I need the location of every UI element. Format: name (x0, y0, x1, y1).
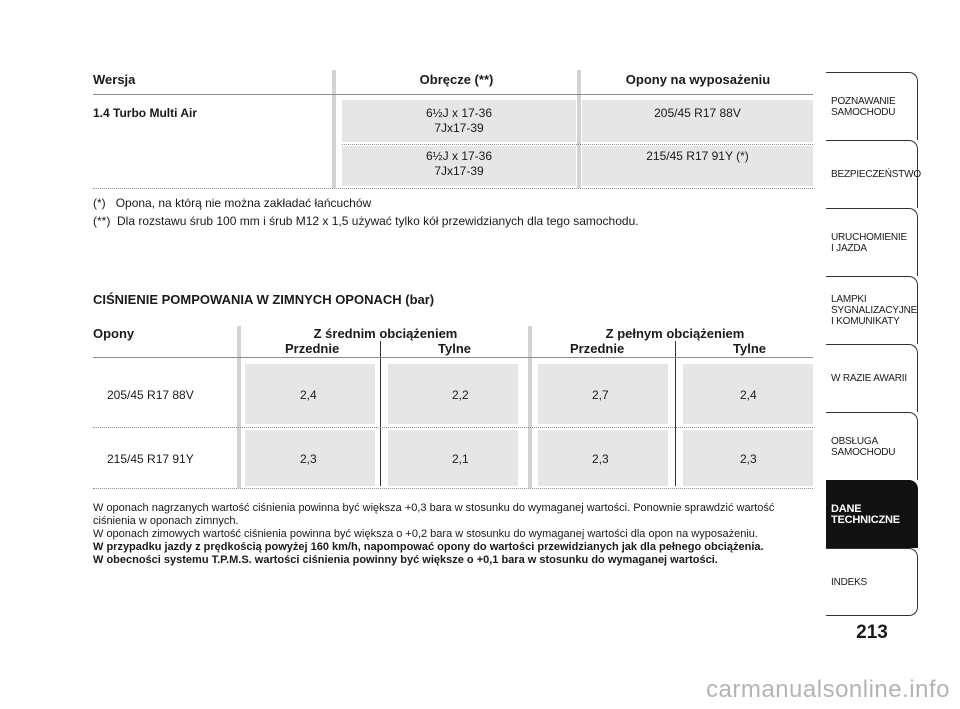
header-tyres: Opony (93, 326, 135, 341)
pressure-value: 2,4 (300, 388, 317, 402)
pressure-value: 2,3 (300, 452, 317, 466)
page-number: 213 (856, 622, 888, 643)
column-separator (237, 326, 241, 488)
column-separator (528, 326, 532, 488)
label-line: BEZPIECZEŃSTWO (831, 169, 921, 180)
header-version: Wersja (93, 72, 136, 87)
label-line: I JAZDA (831, 242, 867, 254)
pressure-title: CIŚNIENIE POMPOWANIA W ZIMNYCH OPONACH (bar) (93, 292, 435, 307)
pressure-value: 2,3 (740, 452, 757, 466)
header-rule (93, 94, 813, 95)
footnote-text: Dla rozstawu śrub 100 mm i śrub M12 x 1,5 używać tylko kół przewidzianych dla tego samochodu. (117, 214, 639, 228)
sidebar-item-indeks[interactable] (826, 548, 918, 616)
tyre-size: 205/45 R17 88V (107, 388, 194, 402)
sidebar-item-label (831, 169, 921, 180)
label-line: DANE (831, 502, 862, 515)
label-line: SAMOCHODU (831, 106, 896, 118)
column-separator (577, 70, 581, 188)
note-text-bold: W obecności systemu T.P.M.S. wartości ciśnienia powinny być większe o +0,1 bara w stosunku do wymaganej wartości. (93, 554, 718, 566)
label-line: INDEKS (831, 576, 868, 588)
pressure-value: 2,4 (740, 388, 757, 402)
pressure-value: 2,2 (452, 388, 469, 402)
row-divider (93, 427, 813, 428)
header-rims: Obręcze (**) (419, 72, 494, 87)
label-line: SAMOCHODU (831, 446, 896, 458)
note-text: W oponach nagrzanych wartość ciśnienia powinna być większa +0,3 bara w stosunku do wymaganej wartości. Ponownie sprawdzić wartość ciśnienia w oponach zimnych. (93, 502, 775, 527)
sidebar-item-obsluga[interactable] (826, 412, 918, 480)
sidebar-item-dane-techniczne[interactable] (826, 480, 918, 548)
table-bottom-rule (93, 488, 813, 489)
version-name: 1.4 Turbo Multi Air (93, 106, 197, 120)
rim-spec-line: 7Jx17-39 (434, 164, 484, 178)
footnote-text: Opona, na którą nie można zakładać łańcuchów (115, 196, 372, 210)
sidebar-item-label (831, 577, 867, 588)
label-line: LAMPKI (831, 294, 867, 305)
header-front: Przednie (285, 341, 340, 356)
pressure-value: 2,3 (592, 452, 609, 466)
rim-spec-line: 7Jx17-39 (434, 121, 484, 135)
sidebar-item-lampki[interactable] (826, 276, 918, 344)
footnote-mark: (*) (93, 196, 106, 210)
note-text: W oponach zimowych wartość ciśnienia powinna być większa o +0,2 bara w stosunku do wymaganej wartości dla opon na wyposażeniu. (93, 528, 758, 540)
tyre-size: 215/45 R17 91Y (107, 452, 194, 466)
pressure-value: 2,7 (592, 388, 609, 402)
tyre-spec: 205/45 R17 88V (654, 106, 741, 120)
header-tyres: Opony na wyposażeniu (625, 72, 771, 87)
notes (93, 502, 803, 567)
table-bottom-rule (93, 188, 813, 189)
header-front: Przednie (570, 341, 625, 356)
header-rule (93, 357, 813, 358)
label-line: POZNAWANIE (831, 95, 896, 107)
sidebar-item-label (831, 96, 896, 118)
sub-separator (675, 341, 676, 486)
sub-separator (380, 341, 381, 486)
sidebar-item-label (831, 436, 895, 458)
watermark: carmanualsonline.info (706, 676, 950, 703)
header-medium-load: Z średnim obciążeniem (313, 326, 458, 341)
label-line: TECHNICZNE (831, 513, 900, 526)
sidebar-item-label (831, 294, 917, 327)
label-line: I KOMUNIKATY (831, 316, 900, 327)
footnote (93, 214, 639, 228)
label-line: W RAZIE AWARII (831, 373, 907, 384)
tyre-spec: 215/45 R17 91Y (*) (646, 149, 749, 163)
sidebar-item-label (831, 232, 907, 254)
footnote (93, 196, 371, 210)
label-line: SYGNALIZACYJNE (831, 305, 918, 316)
header-rear: Tylne (733, 341, 766, 356)
footnote-mark: (**) (93, 214, 111, 228)
sidebar-item-label (831, 373, 907, 384)
rim-spec (342, 149, 576, 179)
sidebar-item-label (831, 504, 900, 526)
sidebar-item-bezpieczenstwo[interactable] (826, 140, 921, 208)
sidebar-item-poznawanie[interactable] (826, 72, 918, 140)
header-full-load: Z pełnym obciążeniem (605, 326, 745, 341)
note-text-bold: W przypadku jazdy z prędkością powyżej 160 km/h, napompować opony do wartości przewidzianych jak dla pełnego obciążenia. (93, 541, 764, 553)
label-line: URUCHOMIENIE (831, 231, 907, 243)
label-line: OBSŁUGA (831, 435, 878, 447)
rim-spec-line: 6½J x 17-36 (425, 106, 493, 120)
row-divider (342, 144, 813, 145)
rim-spec (342, 106, 576, 136)
sidebar-item-awarii[interactable] (826, 344, 918, 412)
column-separator (332, 70, 336, 188)
sidebar-item-uruchomienie[interactable] (826, 208, 918, 276)
pressure-value: 2,1 (452, 452, 469, 466)
rim-spec-line: 6½J x 17-36 (425, 149, 493, 163)
header-rear: Tylne (438, 341, 471, 356)
